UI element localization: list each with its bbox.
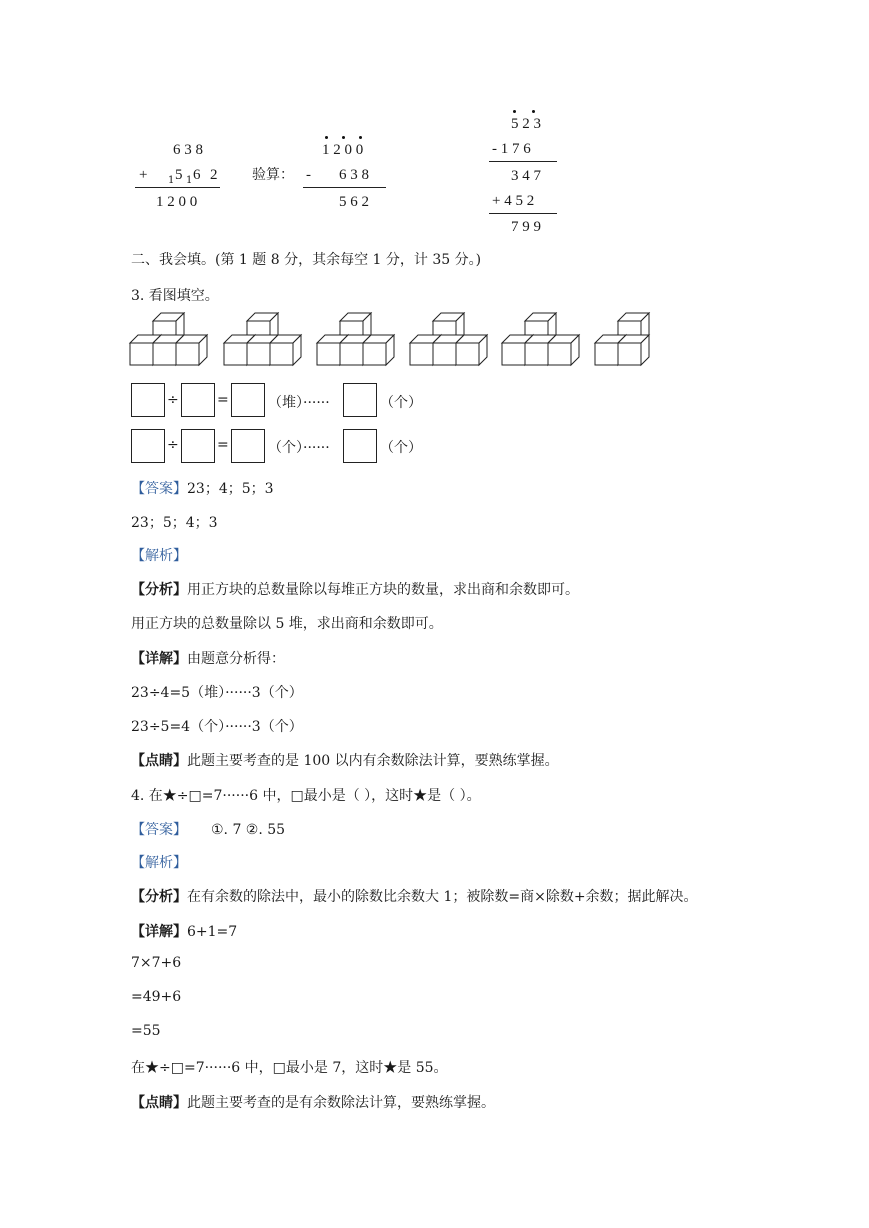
minuend: 5 2 3: [511, 116, 541, 132]
minus-sign: -: [306, 167, 311, 183]
answer-text: 23；4；5；3: [187, 481, 274, 497]
check-result: 7 9 9: [511, 219, 541, 235]
carry-mark-2: 1: [186, 175, 193, 186]
cube-pile: [595, 313, 649, 365]
answer-box-quotient[interactable]: [231, 383, 265, 417]
subtrahend: - 1 7 6: [492, 141, 531, 157]
cube-pile: [317, 313, 394, 365]
analysis-text: 在有余数的除法中，最小的除数比余数大 1；被除数=商×除数+余数；据此解决。: [187, 889, 698, 905]
answer-line: [131, 478, 274, 498]
unit-text: （个）······: [268, 440, 330, 456]
analysis-tag: 【解析】: [131, 548, 187, 564]
answer-line: [131, 819, 285, 839]
calc-line-2: =49+6: [131, 989, 182, 1005]
comment-text: 此题主要考查的是有余数除法计算，要熟练掌握。: [187, 1095, 495, 1111]
cube-pile: [410, 313, 487, 365]
section-heading: 二、我会填。(第 1 题 8 分，其余每空 1 分，计 35 分。): [131, 252, 482, 268]
carry-mark-1: 1: [168, 175, 175, 186]
detail-label: 【详解】: [131, 651, 187, 667]
comment-line: [131, 750, 559, 770]
detail-line: [131, 648, 285, 668]
analysis-label: 【分析】: [131, 582, 187, 598]
borrow-dot: [532, 110, 535, 113]
analysis-label: 【分析】: [131, 889, 187, 905]
addend-2-digit-1: 5: [175, 167, 183, 183]
cube-pile: [224, 313, 301, 365]
equation-1: 23÷4=5（堆）······3（个）: [131, 685, 303, 701]
sum-result: 1 2 0 0: [156, 194, 198, 210]
answer-tag: 【答案】: [131, 822, 187, 838]
addend-1: 6 3 8: [173, 142, 203, 158]
calc-line-3: =55: [131, 1023, 161, 1039]
cube-pile: [130, 313, 207, 365]
analysis-text-2: 用正方块的总数量除以 5 堆，求出商和余数即可。: [131, 616, 443, 632]
divide-sign: ÷: [167, 392, 179, 408]
answer-box-dividend[interactable]: [131, 383, 165, 417]
verify-label: 验算：: [252, 168, 294, 183]
detail-text: 6+1=7: [187, 924, 238, 940]
answer-box-divisor[interactable]: [181, 429, 215, 463]
divide-sign: ÷: [167, 437, 179, 453]
borrow-dot: [359, 136, 362, 139]
answer-box-remainder[interactable]: [343, 383, 377, 417]
check-addend: + 4 5 2: [492, 193, 535, 209]
comment-label: 【点睛】: [131, 753, 187, 769]
analysis-text: 用正方块的总数量除以每堆正方块的数量，求出商和余数即可。: [187, 582, 579, 598]
borrow-dot: [342, 136, 345, 139]
plus-sign: +: [139, 167, 148, 183]
minuend: 1 2 0 0: [322, 142, 364, 158]
answer-text: ①. 7 ②. 55: [211, 822, 286, 838]
question-4-title: 4. 在★÷□=7······6 中，□最小是（ ），这时★是（ ）。: [131, 788, 481, 804]
answer-box-dividend[interactable]: [131, 429, 165, 463]
difference-line: [303, 187, 386, 188]
detail-label: 【详解】: [131, 924, 187, 940]
addend-2-digit-2: 6: [193, 167, 201, 183]
equals-sign: =: [217, 437, 229, 453]
comment-line: [131, 1092, 495, 1112]
analysis-tag: 【解析】: [131, 855, 187, 871]
unit-text: （个）: [380, 395, 422, 411]
analysis-line: [131, 579, 579, 599]
answer-box-quotient[interactable]: [231, 429, 265, 463]
question-3-title: 3. 看图填空。: [131, 288, 219, 304]
answer-box-remainder[interactable]: [343, 429, 377, 463]
equation-2: 23÷5=4（个）······3（个）: [131, 719, 303, 735]
borrow-dot: [513, 110, 516, 113]
difference-result: 5 6 2: [339, 194, 369, 210]
unit-text: （堆）······: [268, 395, 330, 411]
equals-sign: =: [217, 392, 229, 408]
comment-label: 【点睛】: [131, 1095, 187, 1111]
borrow-dot: [325, 136, 328, 139]
addend-2-digit-3: 2: [210, 167, 218, 183]
detail-line: [131, 921, 237, 941]
conclusion: 在★÷□=7······6 中，□最小是 7，这时★是 55。: [131, 1060, 448, 1076]
difference: 3 4 7: [511, 168, 541, 184]
answer-tag: 【答案】: [131, 481, 187, 497]
answer-text-2: 23；5；4；3: [131, 515, 218, 531]
subtrahend: 6 3 8: [339, 167, 369, 183]
analysis-line: [131, 886, 698, 906]
line: [489, 161, 557, 162]
cube-pile: [502, 313, 579, 365]
comment-text: 此题主要考查的是 100 以内有余数除法计算，要熟练掌握。: [187, 753, 559, 769]
unit-text: （个）: [380, 440, 422, 456]
cube-piles-figure: [128, 312, 658, 374]
line: [489, 213, 557, 214]
calc-line-1: 7×7+6: [131, 955, 182, 971]
detail-text: 由题意分析得：: [187, 651, 285, 667]
answer-box-divisor[interactable]: [181, 383, 215, 417]
sum-line: [135, 187, 220, 188]
